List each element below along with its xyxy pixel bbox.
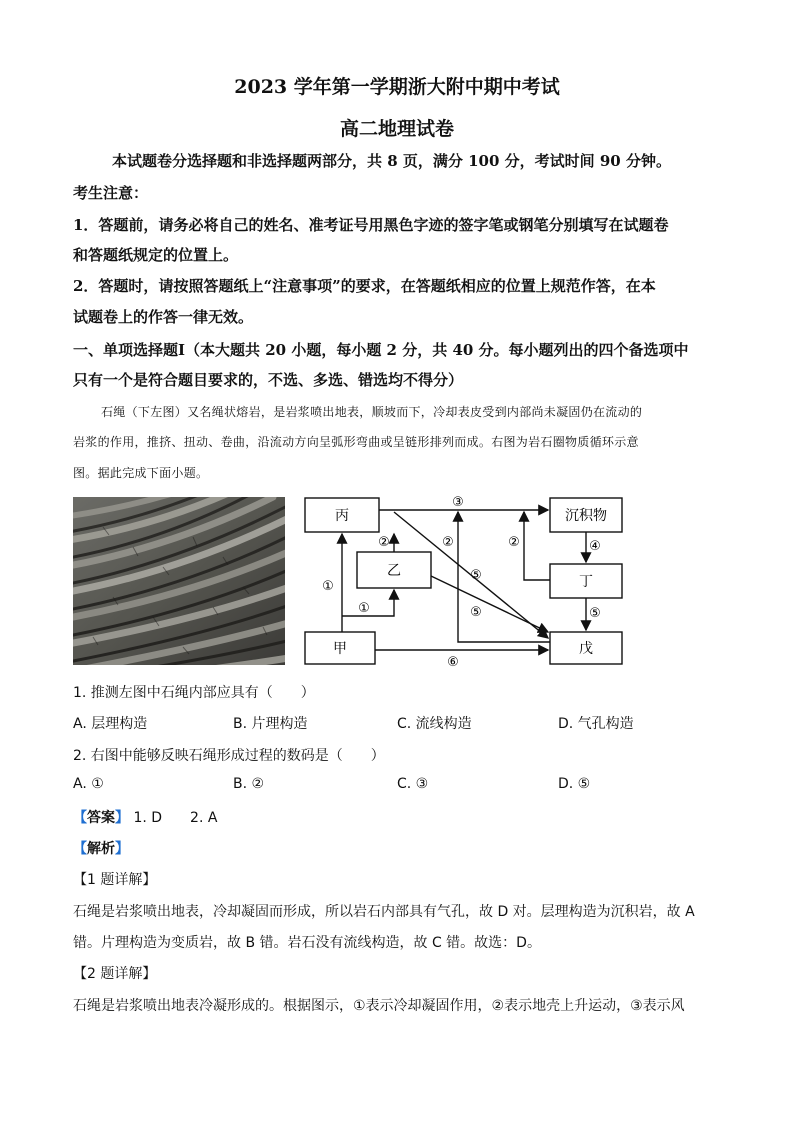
label-5a: ⑤ <box>470 568 482 583</box>
passage-line1: 石绳（下左图）又名绳状熔岩，是岩浆喷出地表，顺坡而下，冷却表皮受到内部尚未凝固仍在流动的 <box>101 405 643 419</box>
q2-option-c: C. ③ <box>397 776 429 792</box>
notice-2-line2: 试题卷上的作答一律无效。 <box>73 308 254 326</box>
passage-line3: 图。据此完成下面小题。 <box>73 466 209 480</box>
notice-1-line2: 和答题纸规定的位置上。 <box>73 246 239 264</box>
answer-label: 答案 <box>87 810 115 826</box>
notice-heading: 考生注意： <box>73 184 149 202</box>
q2-option-b: B. ② <box>233 776 265 792</box>
q1-option-d: D. 气孔构造 <box>558 716 634 732</box>
rock-cycle-diagram <box>298 492 628 670</box>
node-yi: 乙 <box>387 563 401 579</box>
notice-2-line1: 2．答题时，请按照答题纸上“注意事项”的要求，在答题纸相应的位置上规范作答，在本 <box>73 277 656 295</box>
analysis-bracket-close: 】 <box>115 841 129 857</box>
label-2b: ② <box>442 535 454 550</box>
label-5c: ⑤ <box>589 606 601 621</box>
label-3: ③ <box>452 495 464 510</box>
notice-1-line1: 1．答题前，请务必将自己的姓名、准考证号用黑色字迹的签字笔或钢笔分别填写在试题卷 <box>73 216 669 234</box>
detail-1-line2: 错。片理构造为变质岩，故 B 错。岩石没有流线构造，故 C 错。故选：D。 <box>73 935 541 951</box>
q2-option-a: A. ① <box>73 776 104 792</box>
section1-line2: 只有一个是符合题目要求的，不选、多选、错选均不得分） <box>73 371 464 389</box>
label-4: ④ <box>589 539 601 554</box>
analysis-tag <box>73 838 129 858</box>
node-ding: 丁 <box>579 574 593 590</box>
section1-line1: 一、单项选择题Ⅰ（本大题共 20 小题，每小题 2 分，共 40 分。每小题列出的四个备选项中 <box>73 341 689 359</box>
label-2c: ② <box>508 535 520 550</box>
rope-lava-photo <box>73 497 285 665</box>
answer-line <box>73 807 217 827</box>
intro-line: 本试题卷分选择题和非选择题两部分，共 8 页，满分 100 分，考试时间 90 分钟。 <box>112 152 671 170</box>
analysis-label: 解析 <box>87 841 115 857</box>
answer-text: 1. D 2. A <box>133 810 218 826</box>
detail-1-line1: 石绳是岩浆喷出地表，冷却凝固而形成，所以岩石内部具有气孔，故 D 对。层理构造为沉积岩，故 A <box>73 904 695 920</box>
passage-line2: 岩浆的作用，推挤、扭动、卷曲，沿流动方向呈弧形弯曲或呈链形排列而成。右图为岩石圈物质循环示意 <box>73 435 639 449</box>
label-2a: ② <box>378 535 390 550</box>
node-bing: 丙 <box>335 508 349 524</box>
label-5b: ⑤ <box>470 605 482 620</box>
detail-2-line1: 石绳是岩浆喷出地表冷凝形成的。根据图示，①表示冷却凝固作用，②表示地壳上升运动，③表示风 <box>73 998 685 1014</box>
q2-option-d: D. ⑤ <box>558 776 591 792</box>
analysis-bracket-open: 【 <box>73 841 87 857</box>
detail-2-tag: 【2 题详解】 <box>73 966 157 982</box>
exam-subtitle: 高二地理试卷 <box>339 118 454 140</box>
node-jia: 甲 <box>333 641 347 657</box>
question-2: 2. 右图中能够反映石绳形成过程的数码是（ ） <box>73 748 385 764</box>
detail-1-tag: 【1 题详解】 <box>73 872 157 888</box>
label-6: ⑥ <box>447 655 459 670</box>
node-chenjiwu: 沉积物 <box>565 508 607 524</box>
label-1a: ① <box>322 579 334 594</box>
node-wu: 戊 <box>579 641 593 657</box>
q1-option-a: A. 层理构造 <box>73 716 148 732</box>
label-1b: ① <box>358 601 370 616</box>
question-1: 1. 推测左图中石绳内部应具有（ ） <box>73 685 315 701</box>
answer-bracket-open: 【 <box>73 810 87 826</box>
exam-title: 2023 学年第一学期浙大附中期中考试 <box>234 76 560 98</box>
answer-bracket-close: 】 <box>115 810 129 826</box>
q1-option-b: B. 片理构造 <box>233 716 308 732</box>
q1-option-c: C. 流线构造 <box>397 716 472 732</box>
